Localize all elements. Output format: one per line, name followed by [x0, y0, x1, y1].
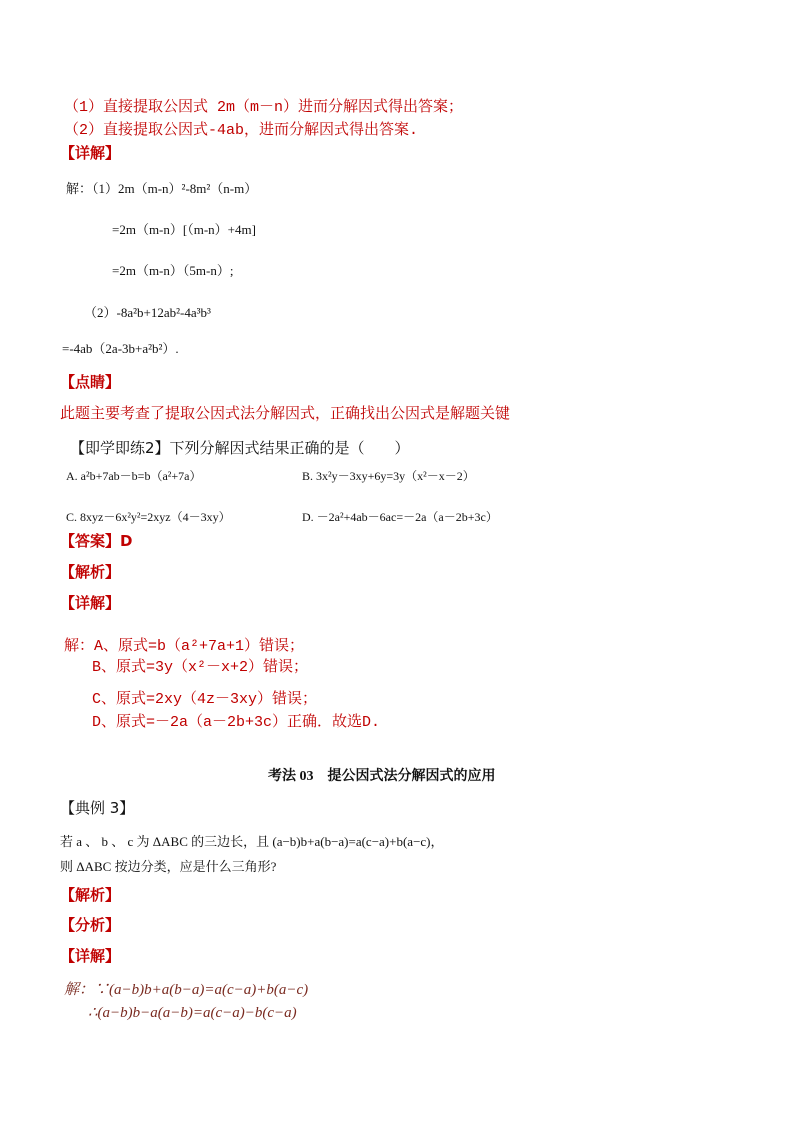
solution-step-1: 解：（1）2m（m-n）²-8m²（n-m） [66, 181, 258, 196]
section-label-comment: 【点睛】 [60, 373, 121, 391]
solution-step-3: =2m（m-n）（5m-n）; [112, 263, 234, 278]
section-label-detail-2: 【详解】 [60, 594, 121, 612]
option-c: C. 8xyz－6x²y²=2xyz（4－3xy） [66, 510, 231, 524]
example-question-1: 若 a 、 b 、 c 为 ΔABC 的三边长，且 (a−b)b+a(b−a)=a(c−a)+b(a−c)， [60, 834, 444, 849]
section-label-analyze: 【分析】 [60, 916, 121, 934]
solution-step-4: （2）-8a²b+12ab²-4a³b³ [84, 305, 211, 320]
hint-line-2: （2）直接提取公因式-4ab，进而分解因式得出答案. [64, 122, 419, 139]
solution-d: D、原式=－2a（a－2b+3c）正确．故选D. [92, 714, 381, 731]
section-label-analysis-2: 【解析】 [60, 886, 121, 904]
answer-label: 【答案】D [60, 532, 133, 550]
example-label: 【典例 3】 [60, 799, 135, 817]
option-b: B. 3x²y－3xy+6y=3y（x²－x－2） [302, 469, 475, 483]
section-heading: 考法 03 提公因式法分解因式的应用 [268, 769, 496, 784]
option-d: D. －2a²+4ab－6ac=－2a（a－2b+3c） [302, 510, 498, 524]
section-label-detail: 【详解】 [60, 144, 121, 162]
solution-a: 解：A、原式=b（a²+7a+1）错误； [64, 638, 305, 655]
section-label-analysis: 【解析】 [60, 563, 121, 581]
exercise-question: 【即学即练2】下列分解因式结果正确的是（ ） [70, 439, 410, 457]
section-label-detail-3: 【详解】 [60, 947, 121, 965]
solution-step-5: =-4ab（2a-3b+a²b²）. [62, 341, 179, 356]
hint-line-1: （1）直接提取公因式 2m（m－n）进而分解因式得出答案； [64, 99, 464, 116]
example-solution-1: 解：∵(a−b)b+a(b−a)=a(c−a)+b(a−c) [64, 982, 309, 998]
comment-text: 此题主要考查了提取公因式法分解因式，正确找出公因式是解题关键 [60, 404, 511, 422]
example-solution-2: ∴(a−b)b−a(a−b)=a(c−a)−b(c−a) [88, 1005, 297, 1021]
solution-b: B、原式=3y（x²－x+2）错误； [92, 659, 309, 676]
solution-step-2: =2m（m-n）[（m-n）+4m] [112, 222, 256, 237]
example-question-2: 则 ΔABC 按边分类，应是什么三角形? [60, 859, 277, 874]
solution-c: C、原式=2xy（4z－3xy）错误； [92, 691, 318, 708]
option-a: A. a²b+7ab－b=b（a²+7a） [66, 469, 202, 483]
